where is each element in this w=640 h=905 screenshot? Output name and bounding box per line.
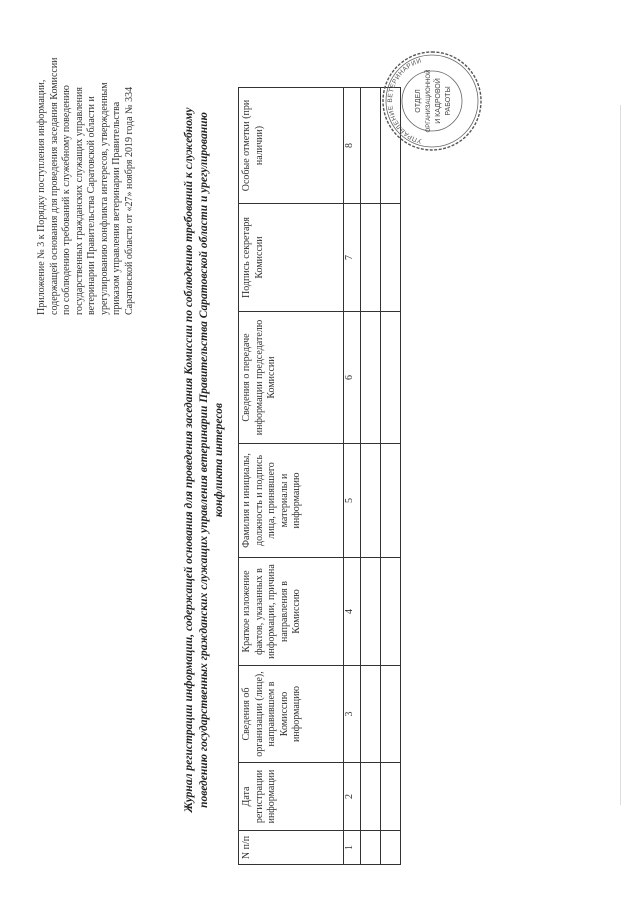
title-line-1: Журнал регистрации информации, содержащей основания для проведения заседания Комиссии по соблюдению требований к служебному [183, 107, 195, 813]
title-line-2: поведению государственных гражданских служащих управления ветеринарии Правительства Саратовской области и урегулированию [198, 112, 210, 808]
appendix-line: государственных гражданских служащих управления [73, 87, 85, 315]
stamp-line-1: ОТДЕЛ [415, 89, 422, 113]
appendix-line: содержащей основания для проведения заседания Комиссии [48, 57, 60, 315]
stamp-line-2: ОРГАНИЗАЦИОННОЙ [426, 69, 432, 133]
table-cell [361, 88, 381, 204]
column-number: 1 [344, 831, 361, 865]
column-number: 7 [344, 204, 361, 312]
appendix-line: урегулированию конфликта интересов, утвержденным [98, 82, 110, 315]
column-number: 4 [344, 558, 361, 666]
table-row [361, 88, 381, 865]
table-cell [381, 831, 401, 865]
stamp-line-3: И КАДРОВОЙ [435, 78, 442, 124]
header-number: N п/п [239, 831, 344, 865]
column-number-row [344, 88, 361, 865]
table-cell [381, 444, 401, 558]
table-cell [361, 763, 381, 831]
appendix-line: приказом управления ветеринарии Правительства [111, 101, 122, 315]
header-sender: Сведения об организации (лице), направившем в Комиссию информацию [239, 666, 344, 763]
table-cell [361, 312, 381, 444]
scan-artifact [620, 105, 621, 805]
header-date: Дата регистрации информации [239, 763, 344, 831]
header-receiver: Фамилия и инициалы, должность и подпись лица, принявшего материалы и информацию [239, 444, 344, 558]
table-cell [361, 666, 381, 763]
header-transfer: Сведения о передаче информации председателю Комиссии [239, 312, 344, 444]
appendix-line: Саратовской области от «27» ноября 2019 года № 334 [123, 86, 135, 315]
appendix-line: по соблюдению требований к служебному поведению [61, 85, 72, 315]
table-cell [361, 558, 381, 666]
official-stamp [380, 49, 484, 153]
table-cell [361, 204, 381, 312]
table-cell [381, 558, 401, 666]
journal-table [238, 87, 401, 865]
title-line-3: конфликта интересов [213, 402, 225, 518]
stamp-ring-text: УПРАВЛЕНИЕ ВЕТЕРИНАРИИ [386, 57, 423, 145]
table-cell [381, 312, 401, 444]
journal-title [182, 35, 227, 885]
header-row [239, 88, 344, 865]
table-cell [381, 763, 401, 831]
header-notes: Особые отметки (при наличии) [239, 88, 344, 204]
table-cell [361, 831, 381, 865]
header-signature: Подпись секретаря Комиссии [239, 204, 344, 312]
table-row [381, 88, 401, 865]
column-number: 5 [344, 444, 361, 558]
table-cell [381, 204, 401, 312]
column-number: 3 [344, 666, 361, 763]
stamp-line-4: РАБОТЫ [445, 86, 452, 116]
column-number: 6 [344, 312, 361, 444]
appendix-line: ветеринарии Правительства Саратовской области и [86, 96, 97, 315]
header-summary: Краткое изложение фактов, указанных в информации, причина направления в Комиссию [239, 558, 344, 666]
table-cell [361, 444, 381, 558]
column-number: 2 [344, 763, 361, 831]
column-number: 8 [344, 88, 361, 204]
appendix-line: Приложение № 3 к Порядку поступления информации, [36, 79, 47, 315]
table-cell [381, 666, 401, 763]
appendix-note [36, 15, 136, 315]
